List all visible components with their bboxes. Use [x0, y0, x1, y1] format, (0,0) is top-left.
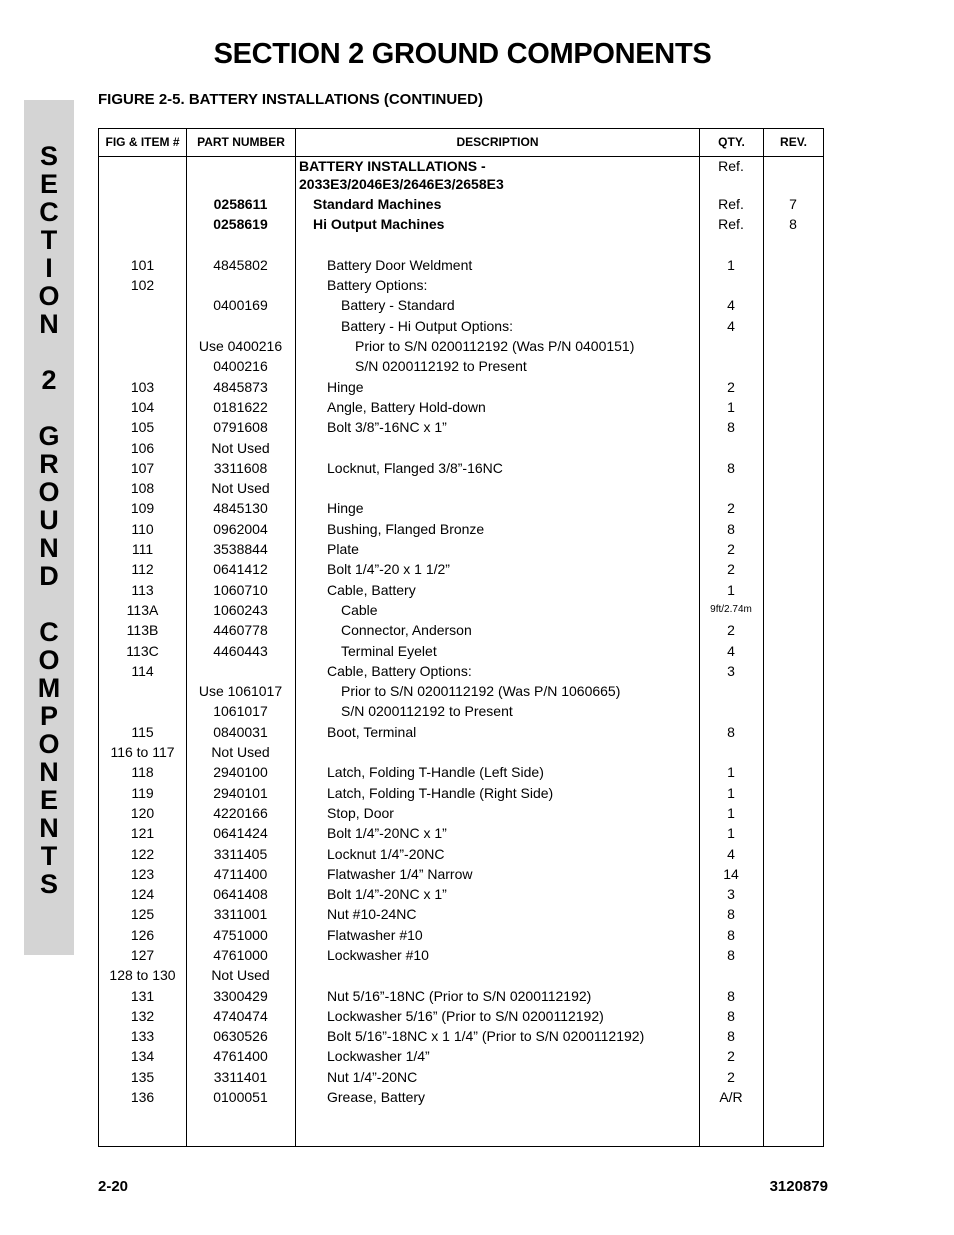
table-row [99, 356, 823, 376]
table-row [99, 1046, 823, 1066]
part-number-cell: 4460778 [213, 622, 268, 639]
qty-cell: 2 [727, 1048, 735, 1065]
fig-item-cell: 113C [126, 642, 159, 659]
description-cell: Latch, Folding T-Handle (Right Side) [327, 784, 554, 801]
part-number-cell: 3300429 [213, 987, 268, 1004]
qty-cell: 8 [727, 1007, 735, 1024]
qty-cell: 8 [727, 723, 735, 740]
description-cell: Locknut, Flanged 3/8”-16NC [327, 459, 503, 476]
part-number-cell: 3311405 [213, 845, 268, 862]
part-number-cell: 3311401 [213, 1068, 268, 1085]
description-cell: Bolt 1/4”-20NC x 1” [327, 825, 447, 842]
part-number-cell: 3311608 [213, 459, 268, 476]
part-number-cell: 2940101 [213, 784, 268, 801]
fig-item-cell: 115 [131, 723, 154, 740]
description-cell: Boot, Terminal [327, 723, 417, 740]
qty-cell: 8 [727, 906, 735, 923]
table-row [99, 275, 823, 295]
header-part-number: PART NUMBER [197, 135, 285, 149]
table-row [99, 478, 823, 498]
table-row [99, 762, 823, 782]
qty-cell: 2 [727, 1068, 735, 1085]
description-cell: Hi Output Machines [313, 216, 445, 233]
fig-item-cell: 118 [131, 764, 154, 781]
qty-cell: 1 [727, 825, 735, 842]
part-number-cell: 4761400 [213, 1048, 268, 1065]
table-row [99, 722, 823, 742]
side-tab-letter: S [39, 141, 58, 171]
qty-cell: 8 [727, 459, 735, 476]
header-fig-item: FIG & ITEM # [105, 135, 180, 149]
table-row [99, 417, 823, 437]
side-tab-letter: R [39, 449, 59, 479]
fig-item-cell: 126 [130, 926, 155, 943]
qty-cell: 2 [727, 500, 735, 517]
fig-item-cell: 134 [130, 1048, 155, 1065]
part-number-cell: 2940100 [213, 764, 268, 781]
description-cell: Terminal Eyelet [341, 642, 437, 659]
fig-item-cell: 116 to 117 [110, 744, 175, 761]
qty-cell: 8 [727, 926, 735, 943]
part-number-cell: 0641412 [213, 561, 268, 578]
header-qty: QTY. [718, 135, 745, 149]
side-tab-letter: E [39, 169, 58, 199]
table-row [99, 844, 823, 864]
side-tab-letter: N [39, 757, 59, 787]
section-side-tab [24, 100, 74, 955]
fig-item-cell: 111 [131, 541, 154, 558]
qty-cell: 8 [727, 520, 735, 537]
table-row [99, 194, 823, 214]
table-row [99, 783, 823, 803]
description-cell: Prior to S/N 0200112192 (Was P/N 1060665) [341, 683, 621, 700]
table-row [99, 580, 823, 600]
fig-item-cell: 110 [131, 520, 154, 537]
part-number-cell: 0258611 [213, 196, 268, 212]
side-tab-letter: O [38, 729, 60, 759]
qty-cell: 1 [727, 764, 735, 781]
part-number-cell: 0258619 [213, 216, 268, 233]
fig-item-cell: 135 [130, 1068, 155, 1085]
part-number-cell: 4751000 [213, 926, 268, 943]
description-cell: Lockwasher 5/16” (Prior to S/N 0200112192) [327, 1007, 604, 1024]
table-row [99, 157, 823, 194]
fig-item-cell: 124 [130, 886, 155, 903]
side-tab-letter: C [39, 197, 59, 227]
qty-cell: 9ft/2.74m [710, 603, 752, 615]
fig-item-cell: 103 [130, 378, 155, 395]
table-row [99, 986, 823, 1006]
table-row [99, 600, 823, 620]
fig-item-cell: 125 [130, 906, 155, 923]
part-number-cell: 0181622 [213, 398, 268, 415]
description-cell: Hinge [327, 500, 364, 517]
side-tab-letter: G [38, 421, 60, 451]
fig-item-cell: 113 [131, 581, 154, 598]
table-row [99, 701, 823, 721]
description-cell: Bolt 5/16”-18NC x 1 1/4” (Prior to S/N 0200112192) [327, 1028, 645, 1045]
description-cell: Cable [341, 601, 378, 618]
qty-cell: 3 [727, 886, 735, 903]
rev-cell: 7 [789, 196, 797, 212]
qty-cell: 2 [727, 622, 735, 639]
part-number-cell: 4845873 [213, 378, 268, 395]
side-tab-letter: M [37, 673, 61, 703]
fig-item-cell: 109 [130, 500, 155, 517]
table-row [99, 316, 823, 336]
description-cell: Hinge [327, 378, 364, 395]
side-tab-letter: S [39, 869, 58, 899]
description-cell: Battery - Hi Output Options: [341, 317, 513, 334]
part-number-cell: Not Used [211, 967, 270, 984]
table-row [99, 965, 823, 985]
table-row [99, 641, 823, 661]
side-tab-letter: P [39, 701, 58, 731]
table-row [99, 336, 823, 356]
qty-cell: 3 [727, 662, 735, 679]
description-cell: Flatwasher #10 [327, 926, 423, 943]
part-number-cell: 4845130 [213, 500, 268, 517]
description-cell: S/N 0200112192 to Present [341, 703, 513, 720]
part-number-cell: 0791608 [213, 419, 268, 436]
fig-item-cell: 133 [130, 1028, 155, 1045]
table-body [99, 157, 823, 1107]
table-row [99, 1067, 823, 1087]
fig-item-cell: 132 [130, 1007, 155, 1024]
description-cell: Angle, Battery Hold-down [327, 398, 486, 415]
part-number-cell: 0641408 [213, 886, 268, 903]
part-number-cell: 4220166 [213, 804, 268, 821]
fig-item-cell: 104 [130, 398, 155, 415]
part-number-cell: 4460443 [213, 642, 268, 659]
description-cell: Bolt 1/4”-20NC x 1” [327, 886, 447, 903]
part-number-cell: 1060710 [213, 581, 268, 598]
fig-item-cell: 105 [130, 419, 155, 436]
part-number-cell: 4761000 [213, 946, 268, 963]
part-number-cell: 0641424 [213, 825, 268, 842]
description-cell: Battery Options: [327, 277, 428, 294]
side-tab-letter: N [39, 813, 59, 843]
qty-cell: 4 [727, 845, 735, 862]
part-number-cell: 0630526 [213, 1028, 268, 1045]
part-number-cell: 4845802 [213, 256, 268, 273]
header-rev: REV. [780, 135, 807, 149]
fig-item-cell: 112 [131, 561, 154, 578]
qty-cell: 8 [727, 987, 735, 1004]
fig-item-cell: 120 [130, 804, 155, 821]
description-cell: Battery Door Weldment [327, 256, 473, 273]
table-row [99, 498, 823, 518]
fig-item-cell: 102 [130, 277, 155, 294]
fig-item-cell: 101 [130, 256, 155, 273]
description-cell: Nut #10-24NC [327, 906, 417, 923]
qty-cell: 2 [727, 378, 735, 395]
side-tab-letter: 2 [41, 365, 57, 395]
description-cell: Battery - Standard [341, 297, 455, 314]
table-row [99, 214, 823, 234]
part-number-cell: 1061017 [213, 703, 268, 720]
qty-cell: 4 [727, 642, 735, 659]
page-title: SECTION 2 GROUND COMPONENTS [213, 38, 712, 70]
table-row [99, 884, 823, 904]
description-cell: Flatwasher 1/4” Narrow [327, 865, 473, 882]
description-cell: Grease, Battery [327, 1089, 426, 1106]
side-tab-letter: D [39, 561, 59, 591]
table-row [99, 1006, 823, 1026]
qty-cell: 2 [727, 541, 735, 558]
side-tab-letter: C [39, 617, 59, 647]
side-tab-letter: O [38, 645, 60, 675]
fig-item-cell: 121 [130, 825, 155, 842]
side-tab-letter: N [39, 533, 59, 563]
side-tab-letter: U [39, 505, 59, 535]
side-tab-letter: O [38, 281, 60, 311]
table-row [99, 803, 823, 823]
table-row [99, 519, 823, 539]
qty-cell: Ref. [718, 196, 744, 212]
part-number-cell: 4740474 [213, 1007, 268, 1024]
qty-cell: A/R [719, 1089, 743, 1106]
qty-cell: 1 [727, 784, 735, 801]
description-cell: Bolt 3/8”-16NC x 1” [327, 419, 447, 436]
description-cell: Nut 5/16”-18NC (Prior to S/N 0200112192) [327, 987, 592, 1004]
side-tab-letter: T [40, 225, 58, 255]
part-number-cell: Not Used [211, 480, 270, 497]
table-row [99, 458, 823, 478]
fig-item-cell: 122 [130, 845, 155, 862]
description-cell: Standard Machines [313, 196, 442, 212]
rev-cell: 8 [789, 216, 797, 233]
fig-item-cell: 106 [130, 439, 155, 456]
description-cell: Cable, Battery Options: [327, 662, 472, 679]
figure-title: FIGURE 2-5. BATTERY INSTALLATIONS (CONTINUED) [98, 91, 483, 108]
table-row [99, 235, 823, 255]
fig-item-cell: 123 [130, 865, 155, 882]
description-cell: Latch, Folding T-Handle (Left Side) [327, 764, 544, 781]
part-number-cell: 0962004 [213, 520, 268, 537]
qty-cell: 4 [727, 317, 735, 334]
table-row [99, 620, 823, 640]
qty-cell: 8 [727, 1028, 735, 1045]
description-cell: Nut 1/4”-20NC [327, 1068, 418, 1085]
description-cell: Connector, Anderson [341, 622, 472, 639]
fig-item-cell: 128 to 130 [109, 967, 176, 984]
part-number-cell: Use 0400216 [198, 338, 283, 355]
description-cell: Locknut 1/4”-20NC [327, 845, 445, 862]
description-cell: Plate [327, 541, 359, 558]
table-row [99, 1026, 823, 1046]
fig-item-cell: 107 [130, 459, 155, 476]
qty-cell: 1 [727, 581, 735, 598]
part-number-cell: 0400216 [213, 358, 268, 375]
table-row [99, 823, 823, 843]
table-row [99, 539, 823, 559]
description-cell: Cable, Battery [327, 581, 416, 598]
part-number-cell: 4711400 [213, 865, 268, 882]
qty-cell: 8 [727, 419, 735, 436]
side-tab-letter: T [40, 841, 58, 871]
table-row [99, 1087, 823, 1107]
page-number: 2-20 [98, 1178, 129, 1195]
side-tab-letter: E [39, 785, 58, 815]
table-row [99, 904, 823, 924]
side-tab-letter: I [45, 253, 53, 283]
parts-table [98, 128, 824, 1147]
description-cell: Stop, Door [327, 804, 394, 821]
part-number-cell: 0840031 [213, 723, 268, 740]
qty-cell: 4 [727, 297, 735, 314]
table-row [99, 681, 823, 701]
table-row [99, 255, 823, 275]
qty-cell: 8 [727, 946, 735, 963]
table-row [99, 925, 823, 945]
part-number-cell: Not Used [211, 744, 270, 761]
qty-cell: 14 [723, 865, 739, 882]
description-cell: Lockwasher #10 [327, 946, 429, 963]
side-tab-letter: O [38, 477, 60, 507]
fig-item-cell: 136 [130, 1089, 155, 1106]
side-tab-letter: N [39, 309, 59, 339]
part-number-cell: 0100051 [213, 1089, 268, 1106]
fig-item-cell: 114 [131, 662, 154, 679]
table-row [99, 742, 823, 762]
qty-cell: 1 [727, 398, 735, 415]
qty-cell: 1 [727, 256, 735, 273]
description-cell: S/N 0200112192 to Present [355, 358, 527, 375]
qty-cell: 2 [727, 561, 735, 578]
document-number: 3120879 [769, 1178, 828, 1195]
fig-item-cell: 108 [130, 480, 155, 497]
table-row [99, 438, 823, 458]
description-cell: Bushing, Flanged Bronze [327, 520, 485, 537]
description-cell: Prior to S/N 0200112192 (Was P/N 0400151) [355, 338, 635, 355]
part-number-cell: 3538844 [213, 541, 268, 558]
fig-item-cell: 119 [131, 784, 154, 801]
table-row [99, 945, 823, 965]
part-number-cell: 1060243 [213, 601, 268, 618]
table-row [99, 377, 823, 397]
description-cell: BATTERY INSTALLATIONS - 2033E3/2046E3/2646E3/2658E3 [299, 158, 504, 192]
table-row [99, 295, 823, 315]
fig-item-cell: 131 [130, 987, 155, 1004]
table-row [99, 397, 823, 417]
part-number-cell: Use 1061017 [198, 683, 283, 700]
fig-item-cell: 113A [126, 601, 159, 618]
description-cell: Bolt 1/4”-20 x 1 1/2” [327, 561, 450, 578]
qty-cell: Ref. [718, 158, 744, 174]
fig-item-cell: 113B [126, 622, 159, 639]
part-number-cell: 3311001 [213, 906, 268, 923]
qty-cell: Ref. [718, 216, 744, 233]
part-number-cell: Not Used [211, 439, 270, 456]
description-cell: Lockwasher 1/4” [327, 1048, 430, 1065]
fig-item-cell: 127 [130, 946, 155, 963]
table-row [99, 661, 823, 681]
part-number-cell: 0400169 [213, 297, 268, 314]
header-description: DESCRIPTION [456, 135, 539, 149]
table-row [99, 864, 823, 884]
side-tab-letters [24, 142, 74, 898]
table-row [99, 559, 823, 579]
qty-cell: 1 [727, 804, 735, 821]
